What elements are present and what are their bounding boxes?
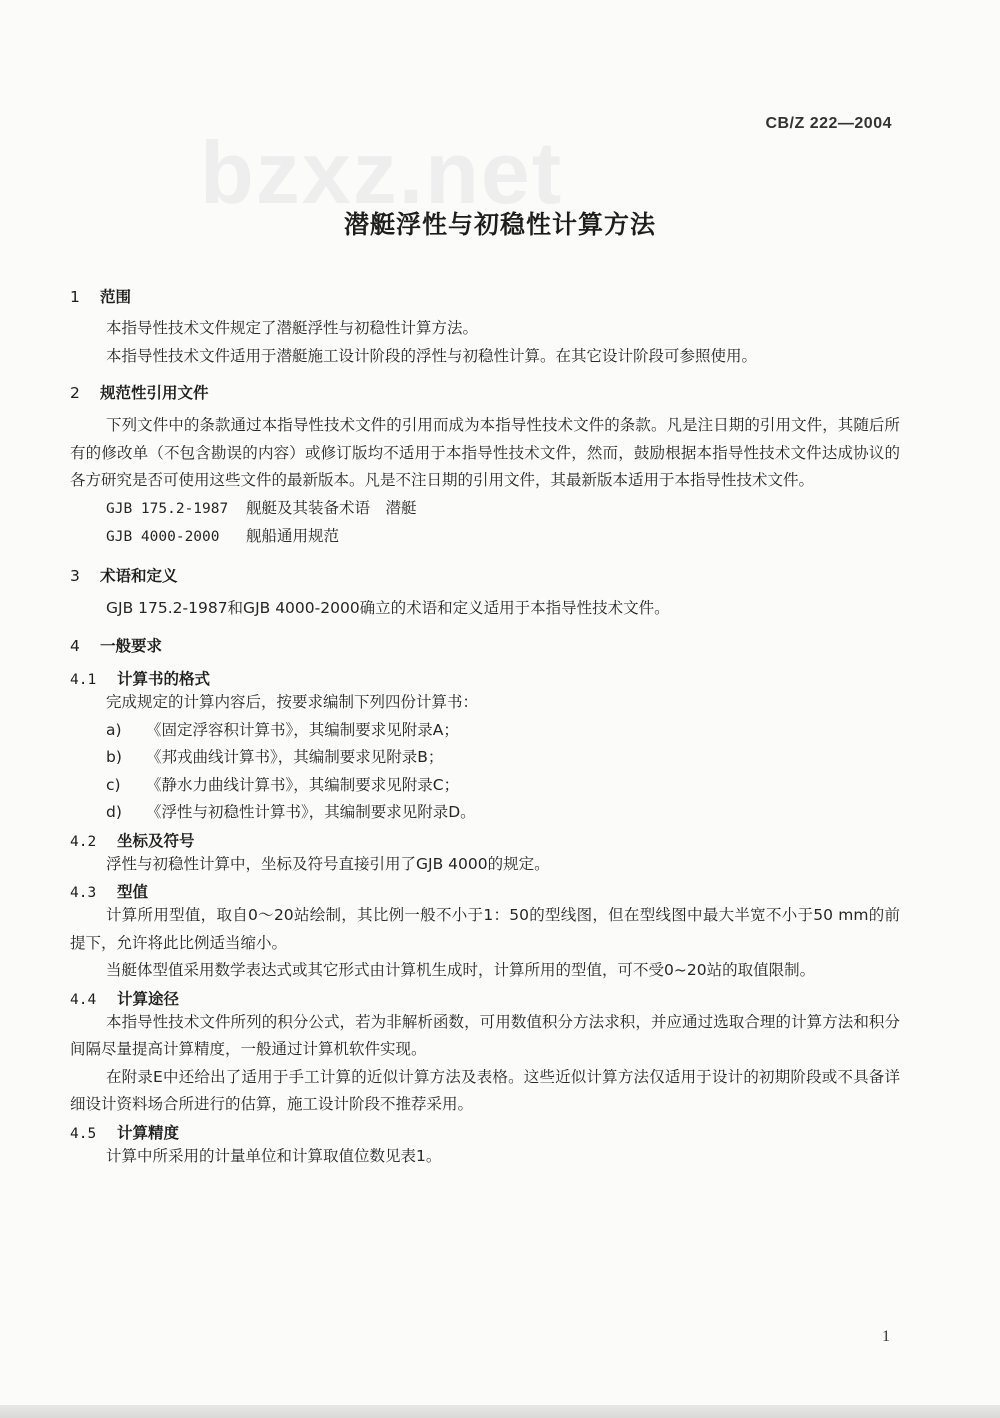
subsection-title: 计算途径 [117, 989, 180, 1008]
reference-code: GJB 175.2-1987 [106, 500, 229, 517]
subsection-heading-4-1 [70, 667, 900, 689]
section-title: 规范性引用文件 [100, 384, 209, 402]
section-heading-3 [70, 564, 900, 588]
subsection-heading-4-5 [70, 1121, 900, 1143]
paragraph: 当艇体型值采用数学表达式或其它形式由计算机生成时，计算所用的型值，可不受0~20站的取值限制。 [106, 961, 816, 979]
section-number: 2 [70, 384, 80, 402]
section-heading-4 [70, 634, 900, 658]
paragraph: 计算所用型值，取自0～20站绘制，其比例一般不小于1：50的型线图，但在型线图中最大半宽不小于50 mm的前提下，允许将此比例适当缩小。 [70, 906, 900, 952]
document-body [70, 285, 900, 1170]
section-number: 1 [70, 288, 80, 306]
subsection-title: 型值 [117, 883, 149, 901]
subsection-title: 计算精度 [117, 1123, 180, 1142]
list-item [70, 717, 900, 745]
section-heading-1 [70, 285, 900, 309]
subsection-heading-4-4 [70, 987, 900, 1009]
subsection-number: 4.2 [70, 833, 97, 850]
subsection-number: 4.1 [70, 672, 97, 688]
section-number: 3 [70, 566, 80, 585]
list-marker: b) [106, 748, 122, 766]
standard-number: CB/Z 222—2004 [765, 115, 892, 132]
subsection-number: 4.3 [70, 885, 97, 901]
normative-reference [70, 495, 900, 524]
subsection-number: 4.4 [70, 991, 97, 1008]
list-text: 《邦戎曲线计算书》，其编制要求见附录B； [146, 748, 444, 766]
paragraph: 计算中所采用的计量单位和计算取值位数见表1。 [106, 1146, 442, 1165]
list-marker: a) [106, 720, 122, 739]
reference-code: GJB 4000-2000 [106, 529, 220, 545]
subsection-heading-4-3 [70, 880, 900, 902]
section-title: 术语和定义 [100, 566, 178, 585]
paragraph: 本指导性技术文件所列的积分公式，若为非解析函数，可用数值积分方法求积，并应通过选取合理的计算方法和积分间隔尽量提高计算精度，一般通过计算机软件实现。 [70, 1012, 900, 1058]
list-item [70, 799, 900, 827]
section-title: 一般要求 [100, 637, 163, 655]
page-edge-shadow [0, 1405, 1000, 1418]
paragraph: GJB 175.2-1987和GJB 4000-2000确立的术语和定义适用于本指导性技术文件。 [106, 598, 670, 617]
list-marker: d) [106, 803, 122, 821]
list-text: 《静水力曲线计算书》，其编制要求见附录C； [146, 775, 460, 794]
subsection-title: 坐标及符号 [117, 831, 195, 850]
document-title: 潜艇浮性与初稳性计算方法 [343, 210, 656, 239]
normative-reference [70, 523, 900, 552]
subsection-heading-4-2 [70, 829, 900, 851]
paragraph: 浮性与初稳性计算中，坐标及符号直接引用了GJB 4000的规定。 [106, 854, 550, 873]
list-item [70, 772, 900, 800]
list-text: 《浮性与初稳性计算书》，其编制要求见附录D。 [146, 803, 476, 821]
list-marker: c) [106, 775, 121, 794]
reference-name: 舰船通用规范 [246, 527, 340, 545]
paragraph: 在附录E中还给出了适用于手工计算的近似计算方法及表格。这些近似计算方法仅适用于设计的初期阶段或不具备详细设计资料场合所进行的估算，施工设计阶段不推荐采用。 [70, 1067, 900, 1113]
section-title: 范围 [100, 288, 132, 306]
list-item [70, 744, 900, 772]
watermark: bzxz.net [200, 123, 564, 222]
paragraph: 完成规定的计算内容后，按要求编制下列四份计算书： [106, 693, 479, 711]
paragraph: 下列文件中的条款通过本指导性技术文件的引用而成为本指导性技术文件的条款。凡是注日期的引用文件，其随后所有的修改单（不包含勘误的内容）或修订版均不适用于本指导性技术文件，然而，鼓励根据本指导性技术文件达成协议的各方研究是否可使用这些文件的最新版本。凡是不注日期的引用文件，其最新版本适用于本指导性技术文件。 [70, 416, 900, 489]
paragraph: 本指导性技术文件规定了潜艇浮性与初稳性计算方法。 [106, 319, 479, 337]
paragraph: 本指导性技术文件适用于潜艇施工设计阶段的浮性与初稳性计算。在其它设计阶段可参照使用。 [106, 346, 758, 365]
page-number: 1 [882, 1328, 890, 1345]
subsection-number: 4.5 [70, 1125, 97, 1142]
reference-name: 舰艇及其装备术语 潜艇 [246, 498, 417, 517]
subsection-title: 计算书的格式 [117, 670, 211, 688]
section-number: 4 [70, 637, 80, 655]
section-heading-2 [70, 381, 900, 405]
list-text: 《固定浮容积计算书》，其编制要求见附录A； [146, 720, 459, 739]
